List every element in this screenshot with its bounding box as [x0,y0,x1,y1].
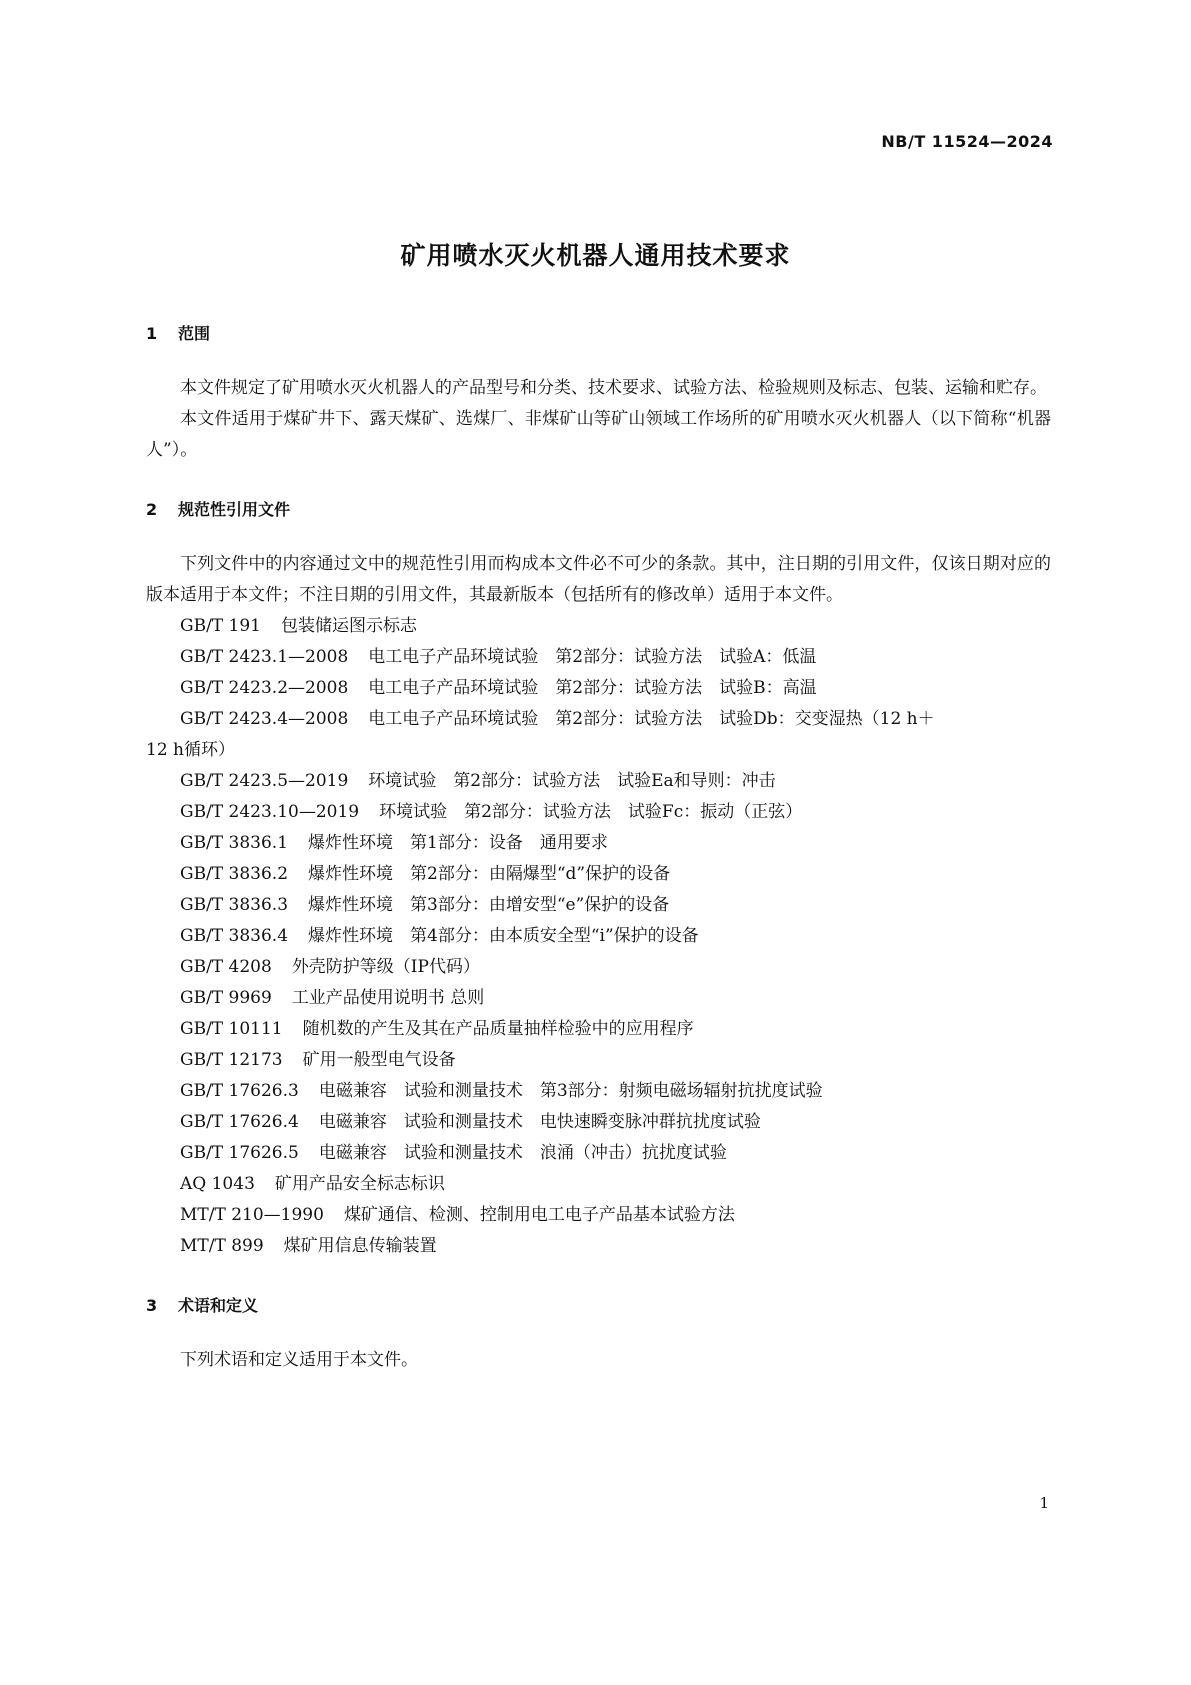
reference-title: 环境试验 第2部分：试验方法 试验Fc：振动（正弦） [379,802,803,822]
reference-title: 包装储运图示标志 [281,616,417,636]
page-title: 矿用喷水灭火机器人通用技术要求 [400,241,791,270]
reference-code: GB/T 2423.4—2008 [180,709,349,729]
reference-title: 爆炸性环境 第1部分：设备 通用要求 [308,833,608,853]
reference-code: GB/T 3836.3 [180,895,289,915]
reference-code: GB/T 4208 [180,957,272,977]
reference-code: GB/T 17626.5 [180,1143,299,1163]
reference-item [146,611,1051,642]
reference-item [146,921,1051,952]
reference-item [146,983,1051,1014]
reference-title: 矿用产品安全标志标识 [274,1174,445,1194]
reference-code: GB/T 3836.2 [180,864,289,884]
reference-item [146,1231,1051,1262]
reference-item [146,673,1051,704]
page-number: 1 [1039,1494,1049,1512]
reference-code: GB/T 17626.4 [180,1112,299,1132]
reference-title: 电磁兼容 试验和测量技术 电快速瞬变脉冲群抗扰度试验 [318,1112,761,1132]
reference-item [146,1200,1051,1231]
reference-title: 矿用一般型电气设备 [302,1050,456,1070]
section-3-number: 3 [146,1296,158,1315]
reference-title: 爆炸性环境 第2部分：由隔爆型“d”保护的设备 [308,864,671,884]
reference-item [146,952,1051,983]
reference-code: AQ 1043 [180,1174,255,1194]
reference-item [146,704,1051,766]
reference-item [146,766,1051,797]
section-2-intro: 下列文件中的内容通过文中的规范性引用而构成本文件必不可少的条款。其中，注日期的引用文件，仅该日期对应的版本适用于本文件；不注日期的引用文件，其最新版本（包括所有的修改单）适用于本文件。 [146,554,1051,605]
section-2-title: 规范性引用文件 [178,500,291,519]
reference-code: GB/T 2423.1—2008 [180,647,349,667]
reference-title: 环境试验 第2部分：试验方法 试验Ea和导则：冲击 [368,771,776,791]
reference-item [146,642,1051,673]
reference-title: 随机数的产生及其在产品质量抽样检验中的应用程序 [302,1019,694,1039]
reference-title: 爆炸性环境 第4部分：由本质安全型“i”保护的设备 [308,926,699,946]
reference-title: 电磁兼容 试验和测量技术 浪涌（冲击）抗扰度试验 [318,1143,727,1163]
reference-item [146,859,1051,890]
reference-item [146,828,1051,859]
reference-item [146,797,1051,828]
reference-item [146,1107,1051,1138]
section-3-paragraph-1: 下列术语和定义适用于本文件。 [180,1350,418,1370]
reference-title: 煤矿通信、检测、控制用电工电子产品基本试验方法 [343,1205,735,1225]
reference-code: GB/T 2423.2—2008 [180,678,349,698]
reference-code: GB/T 12173 [180,1050,283,1070]
reference-item [146,1045,1051,1076]
section-1-number: 1 [146,324,158,343]
reference-title: 爆炸性环境 第3部分：由增安型“e”保护的设备 [308,895,670,915]
doc-code: NB/T 11524—2024 [881,132,1053,151]
reference-code: GB/T 3836.4 [180,926,289,946]
document-body [146,318,1051,1376]
reference-title: 电工电子产品环境试验 第2部分：试验方法 试验A：低温 [368,647,817,667]
reference-code: GB/T 3836.1 [180,833,289,853]
section-3-heading [146,1290,1051,1321]
section-2-number: 2 [146,500,158,519]
reference-title: 工业产品使用说明书 总则 [291,988,485,1008]
reference-item [146,1169,1051,1200]
section-1-heading [146,318,1051,349]
reference-code: GB/T 2423.10—2019 [180,802,360,822]
reference-code: MT/T 899 [180,1236,264,1256]
reference-item [146,890,1051,921]
reference-code: GB/T 2423.5—2019 [180,771,349,791]
reference-title-continuation: 12 h循环） [146,740,235,760]
reference-code: GB/T 17626.3 [180,1081,299,1101]
section-1-paragraph-2: 本文件适用于煤矿井下、露天煤矿、选煤厂、非煤矿山等矿山领域工作场所的矿用喷水灭火机器人（以下简称“机器人”）。 [146,409,1051,460]
reference-item [146,1138,1051,1169]
reference-code: GB/T 191 [180,616,261,636]
section-1-title: 范围 [178,324,211,343]
section-3-title: 术语和定义 [178,1296,259,1315]
reference-code: GB/T 9969 [180,988,272,1008]
section-1-paragraph-1: 本文件规定了矿用喷水灭火机器人的产品型号和分类、技术要求、试验方法、检验规则及标志、包装、运输和贮存。 [180,378,1047,398]
reference-item [146,1076,1051,1107]
section-2-heading [146,494,1051,525]
reference-code: MT/T 210—1990 [180,1205,324,1225]
reference-title: 煤矿用信息传输装置 [283,1236,437,1256]
reference-title: 电磁兼容 试验和测量技术 第3部分：射频电磁场辐射抗扰度试验 [318,1081,823,1101]
reference-title: 电工电子产品环境试验 第2部分：试验方法 试验B：高温 [368,678,817,698]
reference-title: 外壳防护等级（IP代码） [291,957,480,977]
reference-item [146,1014,1051,1045]
reference-code: GB/T 10111 [180,1019,283,1039]
reference-title: 电工电子产品环境试验 第2部分：试验方法 试验Db：交变湿热（12 h＋ [368,709,935,729]
reference-list [146,611,1051,1262]
